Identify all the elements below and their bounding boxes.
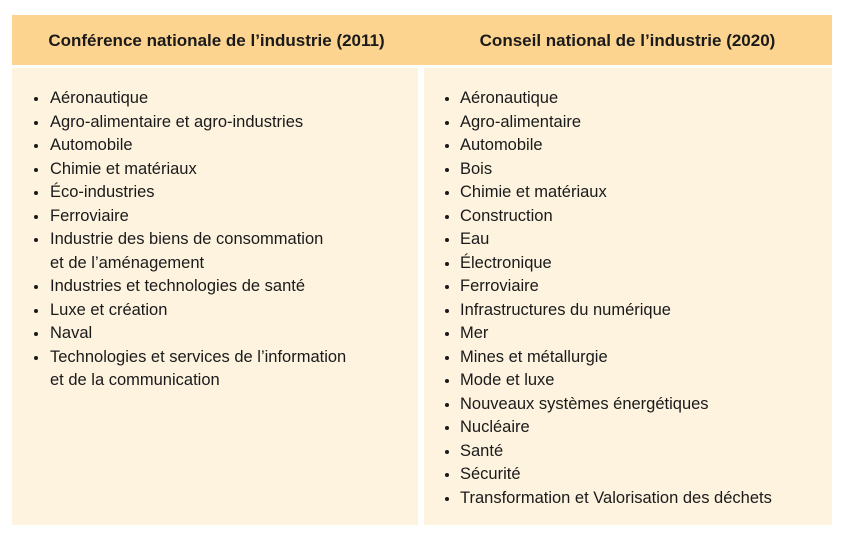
list-item bbox=[424, 440, 832, 464]
list-item bbox=[424, 158, 832, 182]
list-item-text: Bois bbox=[460, 159, 493, 178]
list-item bbox=[12, 228, 418, 275]
list-item bbox=[12, 322, 418, 346]
list-item bbox=[12, 181, 418, 205]
list-item bbox=[424, 111, 832, 135]
list-item-text: Sécurité bbox=[460, 465, 521, 483]
list-item-text: Industries et technologies de santé bbox=[50, 277, 306, 295]
list-item-text: Transformation et Valorisation des déchets bbox=[460, 488, 772, 507]
list-item bbox=[424, 463, 832, 487]
list-item-text: Automobile bbox=[460, 136, 543, 154]
list-item-text: et de la communication bbox=[50, 371, 220, 389]
list-item bbox=[12, 111, 418, 135]
list-item bbox=[424, 299, 832, 323]
list-item-text: Mode et luxe bbox=[460, 371, 555, 389]
list-item bbox=[424, 181, 832, 205]
list-item bbox=[424, 134, 832, 158]
list-item-text: Ferroviaire bbox=[460, 277, 539, 295]
list-item bbox=[12, 134, 418, 158]
header-left: Conférence nationale de l’industrie (2011) bbox=[48, 31, 385, 50]
list-item-text: Ferroviaire bbox=[50, 206, 129, 225]
list-item-text: Nouveaux systèmes énergétiques bbox=[460, 394, 709, 413]
list-item bbox=[424, 322, 832, 346]
list-item-text: Industrie des biens de consommation bbox=[50, 230, 324, 248]
header-right: Conseil national de l’industrie (2020) bbox=[479, 31, 776, 50]
list-item-text: Automobile bbox=[50, 136, 133, 154]
list-item-text: Luxe et création bbox=[50, 300, 168, 319]
list-item bbox=[12, 346, 418, 393]
list-item-text: Agro-alimentaire et agro-industries bbox=[50, 112, 304, 131]
list-item-text: Chimie et matériaux bbox=[460, 183, 607, 201]
list-item-text: Mer bbox=[460, 324, 489, 342]
list-item bbox=[12, 87, 418, 111]
list-item bbox=[12, 158, 418, 182]
list-item bbox=[424, 416, 832, 440]
list-item bbox=[12, 205, 418, 229]
list-item bbox=[424, 369, 832, 393]
list-item-text: Eau bbox=[460, 230, 490, 248]
list-item-text: et de l’aménagement bbox=[50, 253, 205, 272]
list-item-text: Naval bbox=[50, 324, 93, 342]
list-item-text: Éco-industries bbox=[50, 183, 155, 201]
list-item-text: Aéronautique bbox=[50, 89, 149, 107]
list-item-text: Mines et métallurgie bbox=[460, 347, 608, 366]
list-item bbox=[12, 299, 418, 323]
list-item-text: Aéronautique bbox=[460, 89, 559, 107]
list-item-text: Agro-alimentaire bbox=[460, 112, 582, 131]
list-item-text: Infrastructures du numérique bbox=[460, 300, 671, 319]
list-item-text: Électronique bbox=[460, 253, 552, 272]
right-column bbox=[424, 68, 832, 525]
table-header-row bbox=[12, 15, 832, 65]
list-item bbox=[424, 87, 832, 111]
list-item bbox=[424, 275, 832, 299]
right-item-list bbox=[424, 87, 832, 510]
list-item-text: Technologies et services de l’information bbox=[50, 347, 347, 366]
list-item bbox=[424, 205, 832, 229]
list-item bbox=[424, 487, 832, 511]
comparison-table bbox=[12, 15, 832, 525]
list-item bbox=[424, 346, 832, 370]
list-item bbox=[424, 252, 832, 276]
left-item-list bbox=[12, 87, 418, 393]
list-item-text: Santé bbox=[460, 441, 504, 460]
list-item bbox=[424, 228, 832, 252]
list-item bbox=[424, 393, 832, 417]
list-item-text: Construction bbox=[460, 206, 553, 225]
list-item-text: Chimie et matériaux bbox=[50, 159, 197, 178]
list-item-text: Nucléaire bbox=[460, 418, 530, 436]
list-item bbox=[12, 275, 418, 299]
left-column bbox=[12, 68, 418, 525]
